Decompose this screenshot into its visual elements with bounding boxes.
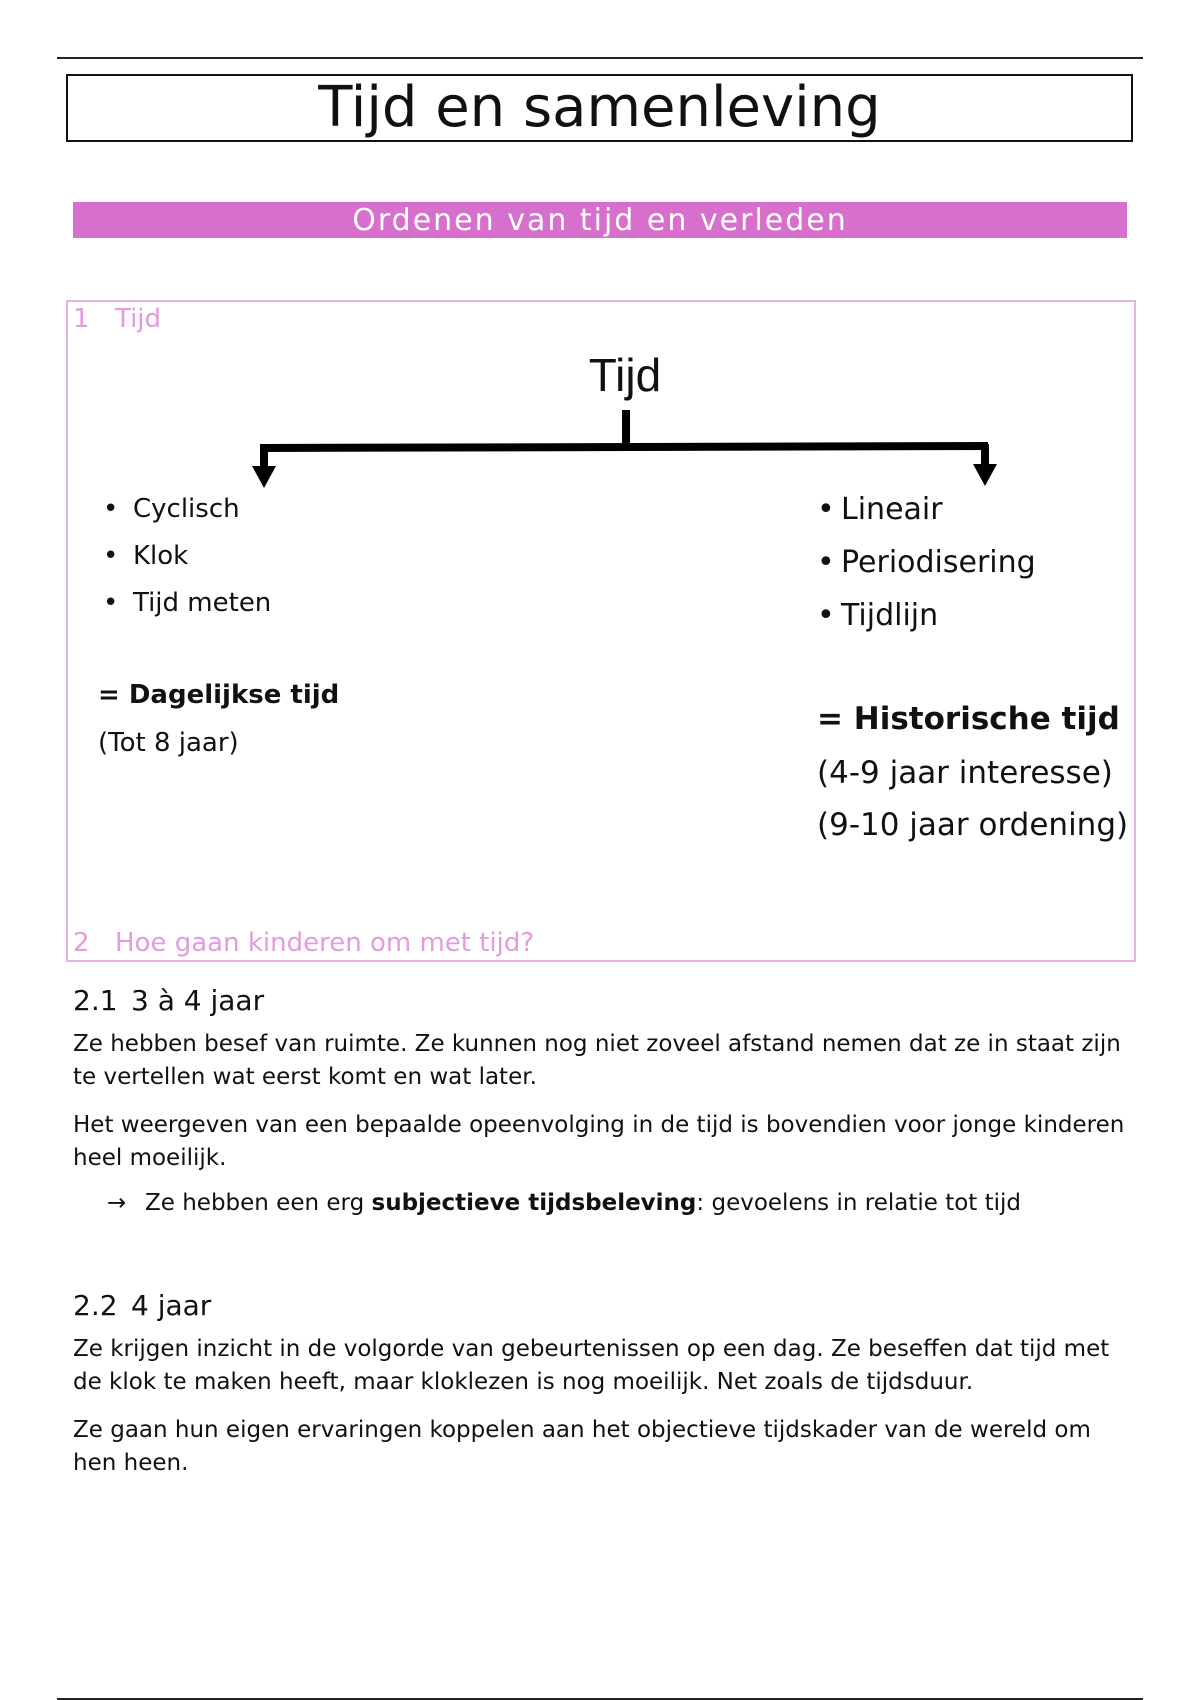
list-item: • Tijd meten: [103, 588, 272, 618]
arrowhead-right: [973, 464, 997, 486]
section-1-number: 1: [73, 304, 90, 334]
list-item: • Cyclisch: [103, 494, 240, 524]
paragraph: Het weergeven van een bepaalde opeenvolging in de tijd is bovendien voor jonge kinderen heel moeilijk.: [73, 1112, 1125, 1171]
right-branch-list: [817, 492, 1036, 651]
right-age-2: (9-10 jaar ordening): [817, 807, 1129, 843]
right-age-1: (4-9 jaar interesse): [817, 755, 1113, 791]
subsection-2-2-title: 2.2 4 jaar: [73, 1289, 212, 1322]
section-2-title: Hoe gaan kinderen om met tijd?: [115, 928, 535, 958]
section-2-number: 2: [73, 928, 90, 958]
diagram-root-label: Tijd: [588, 349, 662, 401]
section-banner: Ordenen van tijd en verleden: [73, 202, 1127, 238]
section-1-title: Tijd: [115, 304, 162, 334]
conclusion-line: → Ze hebben een erg subjectieve tijdsbeleving: gevoelens in relatie tot tijd: [107, 1190, 1022, 1216]
list-item: • Klok: [103, 541, 189, 571]
list-item: • Periodisering: [817, 545, 1036, 580]
list-item: • Tijdlijn: [817, 598, 939, 633]
right-result: = Historische tijd: [817, 701, 1120, 737]
list-item: • Lineair: [817, 492, 943, 527]
document-title: Tijd en samenleving: [66, 74, 1133, 142]
left-result: = Dagelijkse tijd: [98, 680, 340, 710]
left-branch-list: [103, 492, 272, 633]
paragraph: Ze krijgen inzicht in de volgorde van gebeurtenissen op een dag. Ze beseffen dat tijd met de klok te maken heeft, maar kloklezen is nog moeilijk. Net zoals de tijdsduur.: [73, 1336, 1110, 1395]
subsection-2-1-title: 2.1 3 à 4 jaar: [73, 984, 265, 1017]
paragraph: Ze gaan hun eigen ervaringen koppelen aan het objectieve tijdskader van de wereld om hen heen.: [73, 1417, 1091, 1476]
paragraph: Ze hebben besef van ruimte. Ze kunnen nog niet zoveel afstand nemen dat ze in staat zijn te vertellen wat eerst komt en wat later.: [73, 1031, 1121, 1090]
section-2-heading: [73, 928, 534, 958]
left-age: (Tot 8 jaar): [98, 728, 239, 758]
emphasis: subjectieve tijdsbeleving: [371, 1190, 697, 1216]
connector-bar: [260, 446, 988, 448]
arrowhead-left: [252, 466, 276, 488]
arrow-icon: →: [107, 1190, 127, 1216]
